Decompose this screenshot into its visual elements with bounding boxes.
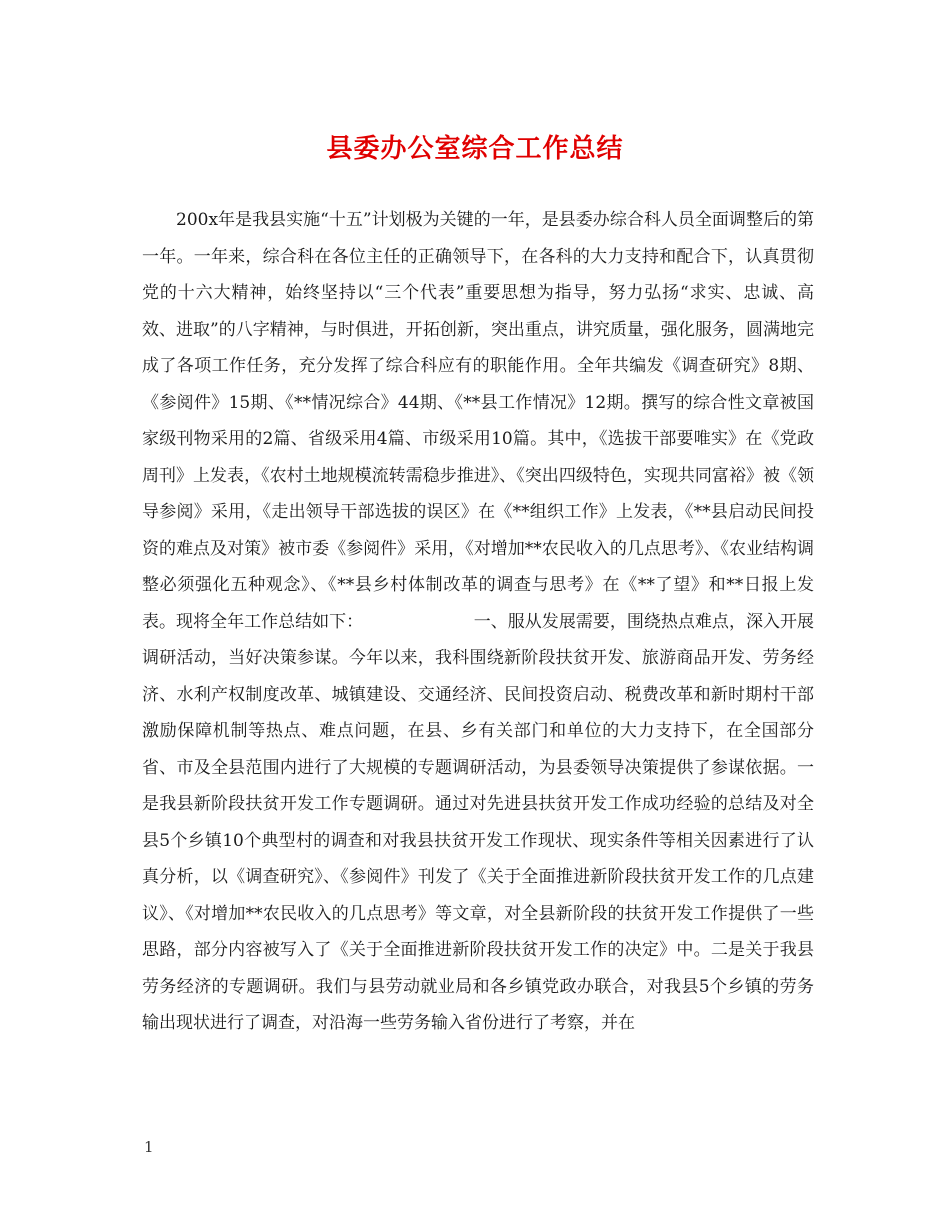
document-body: 200x年是我县实施“十五”计划极为关键的一年，是县委办综合科人员全面调整后的第一年。一年来，综合科在各位主任的正确领导下，在各科的大力支持和配合下，认真贯彻党的十六大精神，始终坚持以“三个代表”重要思想为指导，努力弘扬“求实、忠诚、高效、进取”的八字精神，与时俱进，开拓创新，突出重点，讲究质量，强化服务，圆满地完成了各项工作任务，充分发挥了综合科应有的职能作用。全年共编发《调查研究》8期、《参阅件》15期、《**情况综合》44期、《**县工作情况》12期。撰写的综合性文章被国家级刊物采用的2篇、省级采用4篇、市级采用10篇。其中，《选拔干部要唯实》在《党政周刊》上发表，《农村土地规模流转需稳步推进》、《突出四级特色，实现共同富裕》被《领导参阅》采用，《走出领导干部选拔的误区》在《**组织工作》上发表，《**县启动民间投资的难点及对策》被市委《参阅件》采用，《对增加**农民收入的几点思考》、《农业结构调整必须强化五种观念》、《**县乡村体制改革的调查与思考》在《**了望》和**日报上发表。现将全年工作总结如下： 一、服从发展需要，围绕热点难点，深入开展调研活动，当好决策参谋。今年以来，我科围绕新阶段扶贫开发、旅游商品开发、劳务经济、水利产权制度改革、城镇建设、交通经济、民间投资启动、税费改革和新时期村干部激励保障机制等热点、难点问题，在县、乡有关部门和单位的大力支持下，在全国部分省、市及全县范围内进行了大规模的专题调研活动，为县委领导决策提供了参谋依据。一是我县新阶段扶贫开发工作专题调研。通过对先进县扶贫开发工作成功经验的总结及对全县5个乡镇10个典型村的调查和对我县扶贫开发工作现状、现实条件等相关因素进行了认真分析，以《调查研究》、《参阅件》刊发了《关于全面推进新阶段扶贫开发工作的几点建议》、《对增加**农民收入的几点思考》等文章，对全县新阶段的扶贫开发工作提供了一些思路，部分内容被写入了《关于全面推进新阶段扶贫开发工作的决定》中。二是关于我县劳务经济的专题调研。我们与县劳动就业局和各乡镇党政办联合，对我县5个乡镇的劳务输出现状进行了调查，对沿海一些劳务输入省份进行了考察，并在 [142,210,814,1033]
document-title: 县委办公室综合工作总结 [326,134,624,164]
page-number: 1 [144,1138,154,1156]
